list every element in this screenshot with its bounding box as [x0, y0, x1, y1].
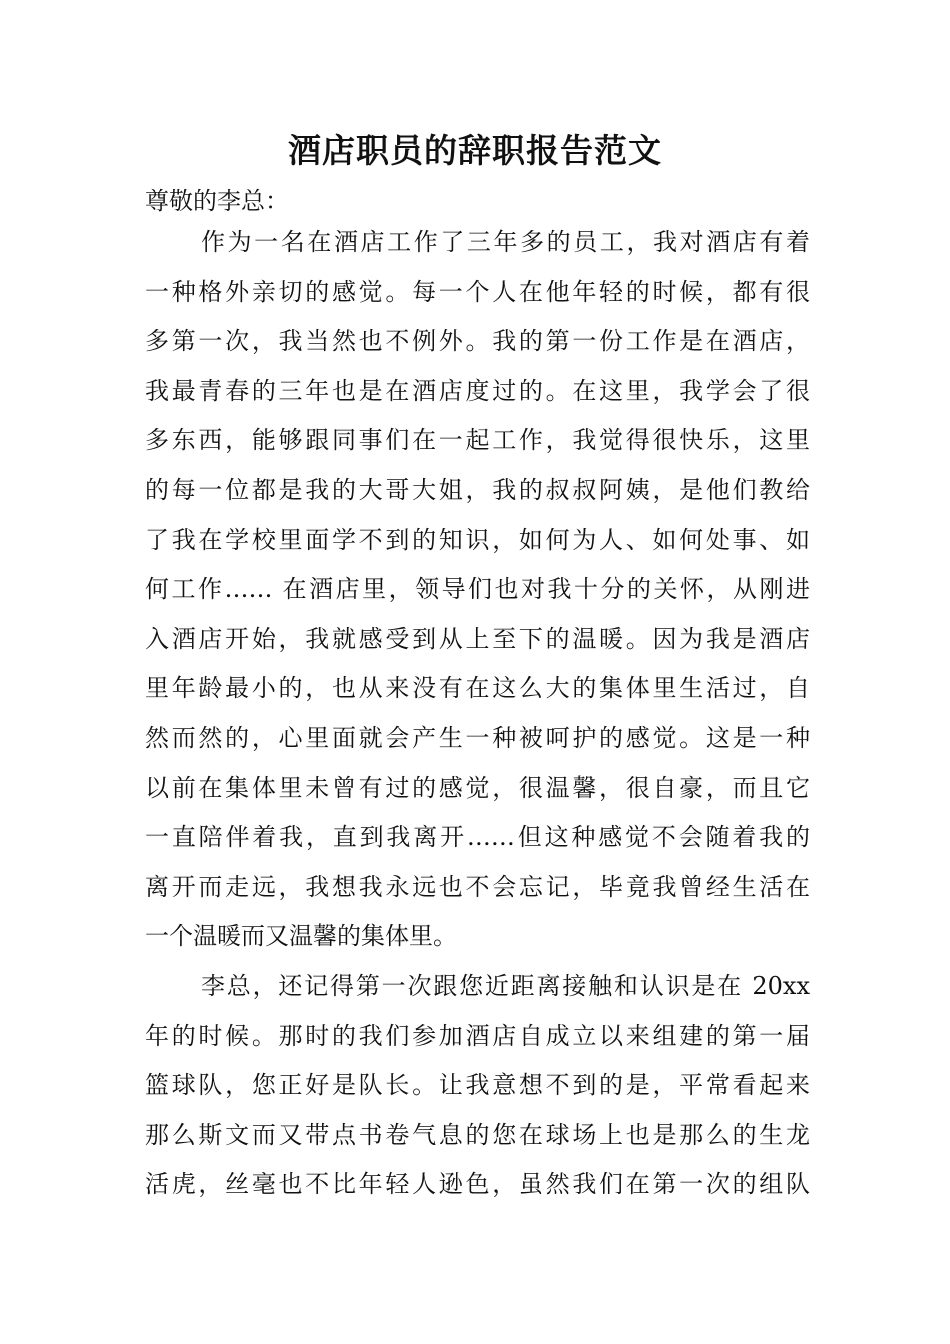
- text-line: 多东西，能够跟同事们在一起工作，我觉得很快乐，这里: [145, 426, 810, 455]
- text-line: 入酒店开始，我就感受到从上至下的温暖。因为我是酒店: [145, 624, 810, 653]
- text-line: 以前在集体里未曾有过的感觉，很温馨，很自豪，而且它: [145, 773, 810, 802]
- text-line: 一直陪伴着我，直到我离开……但这种感觉不会随着我的: [145, 823, 810, 852]
- text-line: 离开而走远，我想我永远也不会忘记，毕竟我曾经生活在: [145, 872, 810, 901]
- text-line: 了我在学校里面学不到的知识，如何为人、如何处事、如: [145, 525, 810, 554]
- document-body: [145, 184, 810, 1210]
- salutation: 尊敬的李总：: [145, 187, 289, 215]
- text-line: 作为一名在酒店工作了三年多的员工，我对酒店有着: [201, 228, 810, 256]
- text-line: 何工作…… 在酒店里，领导们也对我十分的关怀，从刚进: [145, 575, 810, 604]
- paragraph-1: [145, 218, 810, 962]
- text-line: 一种格外亲切的感觉。每一个人在他年轻的时候，都有很: [145, 277, 810, 306]
- text-line: 里年龄最小的，也从来没有在这么大的集体里生活过，自: [145, 674, 810, 703]
- document-title: 酒店职员的辞职报告范文: [288, 131, 662, 170]
- text-line: 活虎，丝毫也不比年轻人逊色，虽然我们在第一次的组队: [145, 1170, 810, 1199]
- text-line: 李总，还记得第一次跟您近距离接触和认识是在 20xx: [201, 971, 810, 1000]
- text-line: 多第一次，我当然也不例外。我的第一份工作是在酒店，: [145, 327, 810, 356]
- text-line: 然而然的，心里面就会产生一种被呵护的感觉。这是一种: [145, 723, 810, 752]
- text-line: 篮球队，您正好是队长。让我意想不到的是，平常看起来: [145, 1071, 810, 1100]
- text-line: 年的时候。那时的我们参加酒店自成立以来组建的第一届: [145, 1021, 810, 1050]
- text-line: 的每一位都是我的大哥大姐，我的叔叔阿姨，是他们教给: [145, 475, 810, 504]
- paragraph-2: [145, 962, 810, 1210]
- text-line: 那么斯文而又带点书卷气息的您在球场上也是那么的生龙: [145, 1120, 810, 1149]
- text-line: 一个温暖而又温馨的集体里。: [145, 922, 457, 951]
- text-line: 我最青春的三年也是在酒店度过的。在这里，我学会了很: [145, 376, 810, 405]
